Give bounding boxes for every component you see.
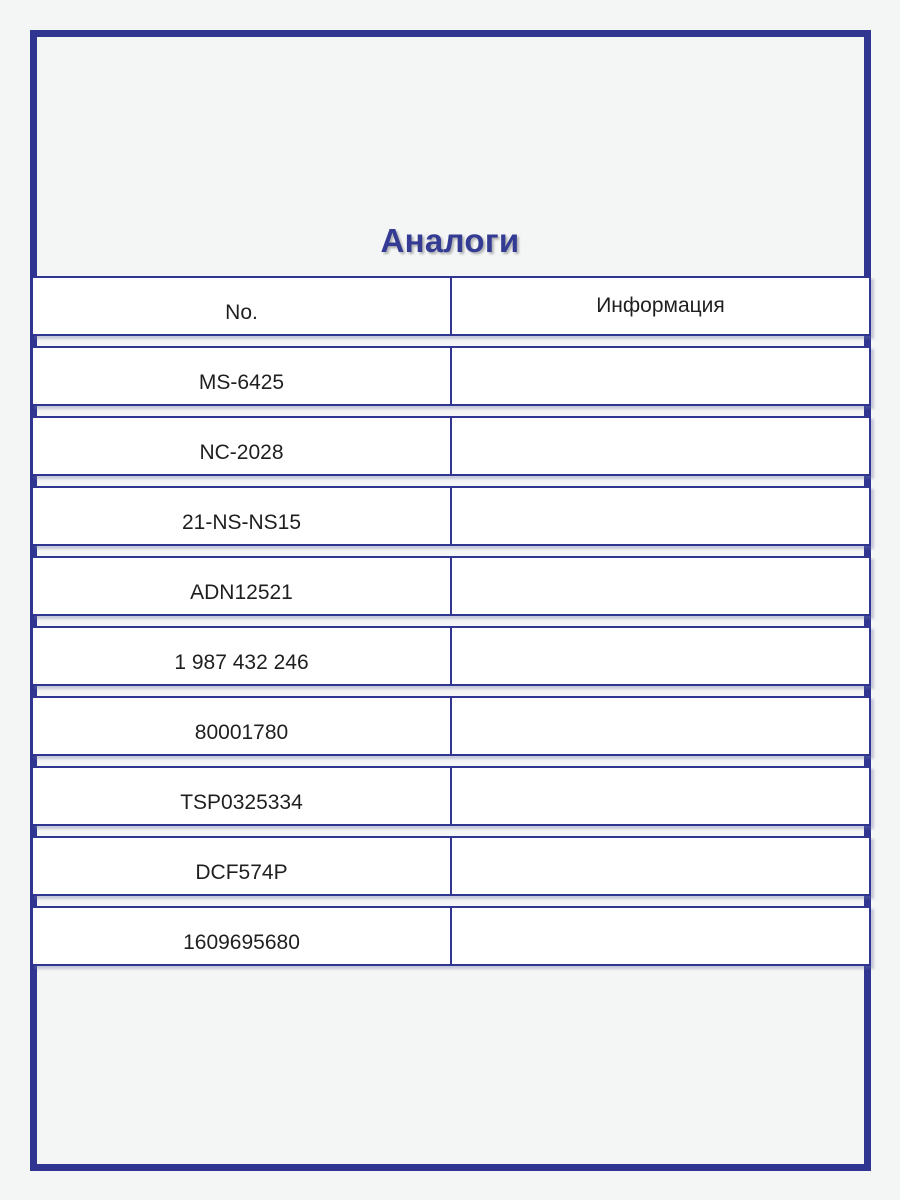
part-number-cell: NC-2028 (33, 418, 452, 474)
info-cell (452, 768, 869, 824)
part-number-cell: MS-6425 (33, 348, 452, 404)
part-number-cell: 80001780 (33, 698, 452, 754)
table-row (31, 346, 871, 406)
info-cell (452, 418, 869, 474)
info-cell (452, 488, 869, 544)
analogs-table (31, 276, 871, 976)
part-number-cell: ADN12521 (33, 558, 452, 614)
part-number-cell: 1609695680 (33, 908, 452, 964)
table-row (31, 486, 871, 546)
table-row (31, 766, 871, 826)
column-header-no: No. (33, 278, 452, 334)
info-cell (452, 628, 869, 684)
info-cell (452, 698, 869, 754)
part-number-cell: 21-NS-NS15 (33, 488, 452, 544)
info-cell (452, 348, 869, 404)
info-cell (452, 838, 869, 894)
info-cell (452, 558, 869, 614)
table-row (31, 626, 871, 686)
table-row (31, 836, 871, 896)
table-row (31, 696, 871, 756)
part-number-cell: TSP0325334 (33, 768, 452, 824)
info-cell (452, 908, 869, 964)
page-title: Аналоги (380, 222, 520, 259)
column-header-info: Информация (596, 294, 725, 317)
part-number-cell: 1 987 432 246 (33, 628, 452, 684)
table-row (31, 556, 871, 616)
table-header-row (31, 276, 871, 336)
table-row (31, 416, 871, 476)
table-row (31, 906, 871, 966)
part-number-cell: DCF574P (33, 838, 452, 894)
